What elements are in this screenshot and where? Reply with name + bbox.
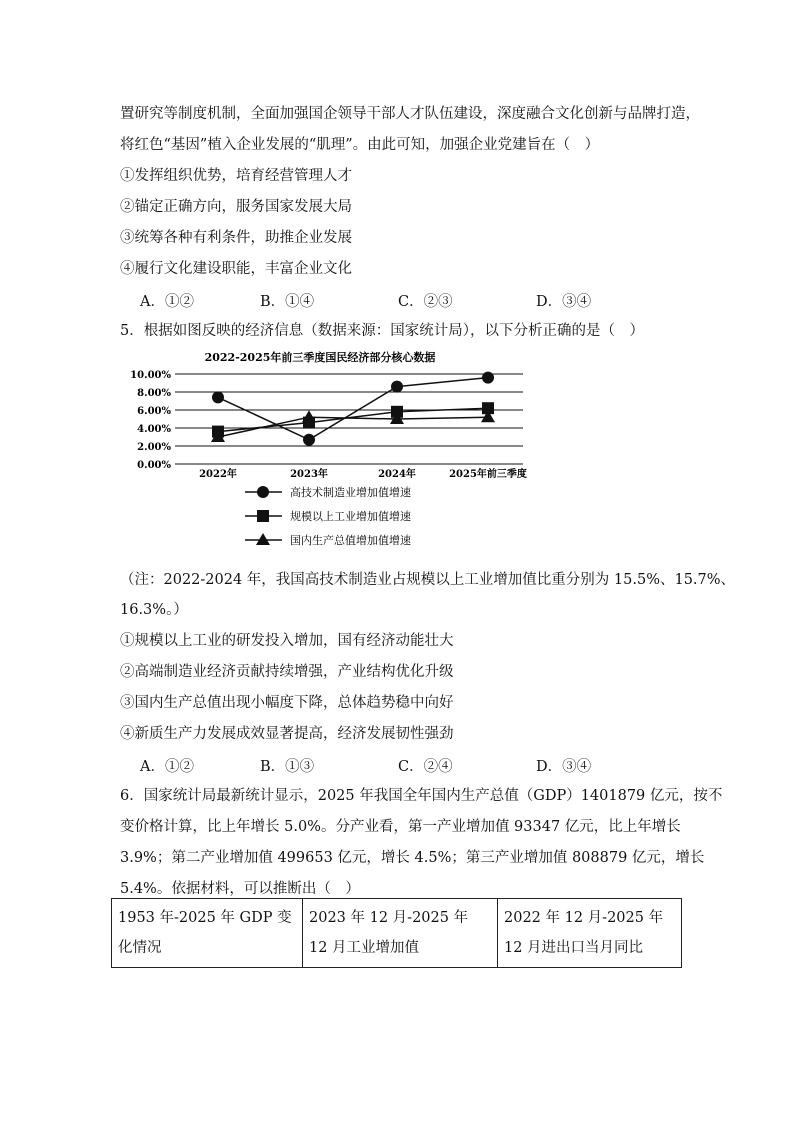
x-tick-label: 2025年前三季度 — [449, 469, 527, 480]
chart-series-lines — [218, 378, 488, 440]
series-1-point — [391, 381, 403, 393]
q4-option-c[interactable]: C．②③ — [398, 294, 453, 310]
q4-item-3: ③统筹各种有利条件，助推企业发展 — [120, 230, 352, 246]
q5-note-line1: （注：2022-2024 年，我国高技术制造业占规模以上工业增加值比重分别为 15.5%、15.7%、 — [120, 572, 736, 588]
legend-label: 国内生产总值增加值增速 — [290, 534, 411, 547]
table-cell-1: 1953 年-2025 年 GDP 变化情况 — [112, 899, 303, 968]
legend-label: 高技术制造业增加值增速 — [290, 486, 411, 499]
chart-legend — [245, 485, 411, 547]
q4-option-d[interactable]: D．③④ — [536, 294, 592, 310]
q5-item-4: ④新质生产力发展成效显著提高，经济发展韧性强劲 — [120, 726, 454, 742]
q4-option-b[interactable]: B．①④ — [260, 294, 315, 310]
series-1-point — [482, 372, 494, 384]
q5-item-3: ③国内生产总值出现小幅度下降，总体趋势稳中向好 — [120, 695, 454, 711]
q5-item-2: ②高端制造业经济贡献持续增强，产业结构优化升级 — [120, 664, 454, 680]
q5-option-a[interactable]: A．①② — [140, 759, 194, 775]
x-tick-label: 2023年 — [290, 469, 328, 480]
legend-marker — [256, 533, 270, 545]
q5-stem: 5．根据如图反映的经济信息（数据来源：国家统计局），以下分析正确的是（ ） — [120, 323, 644, 339]
q5-item-1: ①规模以上工业的研发投入增加，国有经济动能壮大 — [120, 633, 454, 649]
x-tick-label: 2022年 — [199, 469, 237, 480]
series-line-1 — [218, 378, 488, 440]
legend-marker — [257, 486, 269, 498]
y-tick-label: 8.00% — [137, 388, 171, 399]
q5-option-b[interactable]: B．①③ — [260, 759, 315, 775]
q4-item-1: ①发挥组织优势，培育经营管理人才 — [120, 168, 352, 184]
q5-option-c[interactable]: C．②④ — [398, 759, 453, 775]
y-tick-label: 2.00% — [137, 442, 171, 453]
x-tick-label: 2024年 — [378, 469, 416, 480]
legend-marker — [257, 510, 269, 522]
series-3-point — [302, 410, 316, 422]
q6-stem-line4: 5.4%。依据材料，可以推断出（ ） — [120, 881, 360, 897]
y-tick-label: 4.00% — [137, 424, 171, 435]
chart-title: 2022-2025年前三季度国民经济部分核心数据 — [204, 351, 436, 364]
q6-stem-line3: 3.9%；第二产业增加值 499653 亿元，增长 4.5%；第三产业增加值 808879 亿元，增长 — [120, 850, 705, 866]
series-1-point — [303, 434, 315, 446]
chart-grid — [175, 374, 523, 464]
chart-x-ticks — [199, 467, 527, 480]
table-cell-3: 2022 年 12 月-2025 年 12 月进出口当月同比 — [498, 899, 682, 968]
series-1-point — [212, 391, 224, 403]
legend-label: 规模以上工业增加值增速 — [290, 510, 411, 523]
q4-item-2: ②锚定正确方向，服务国家发展大局 — [120, 199, 352, 215]
economic-line-chart — [110, 345, 550, 560]
chart-markers — [211, 372, 495, 446]
q4-stem-line1: 置研究等制度机制，全面加强国企领导干部人才队伍建设，深度融合文化创新与品牌打造， — [120, 106, 700, 122]
table-row — [112, 899, 682, 968]
q5-note-line2: 16.3%。） — [120, 602, 188, 618]
table-cell-2: 2023 年 12 月-2025 年 12 月工业增加值 — [303, 899, 498, 968]
y-tick-label: 6.00% — [137, 406, 171, 417]
q6-stem-line2: 变价格计算，比上年增长 5.0%。分产业看，第一产业增加值 93347 亿元，比上年增长 — [120, 819, 681, 835]
q6-options-table — [111, 898, 682, 968]
chart-y-ticks — [130, 370, 171, 471]
q4-stem-line2: 将红色“基因”植入企业发展的“肌理”。由此可知，加强企业党建旨在（ ） — [120, 137, 600, 153]
y-tick-label: 10.00% — [130, 370, 171, 381]
q6-stem-line1: 6．国家统计局最新统计显示，2025 年我国全年国内生产总值（GDP）1401879 亿元，按不 — [120, 788, 723, 804]
q4-option-a[interactable]: A．①② — [140, 294, 194, 310]
y-tick-label: 0.00% — [137, 460, 171, 471]
q4-item-4: ④履行文化建设职能，丰富企业文化 — [120, 261, 352, 277]
q5-option-d[interactable]: D．③④ — [536, 759, 592, 775]
